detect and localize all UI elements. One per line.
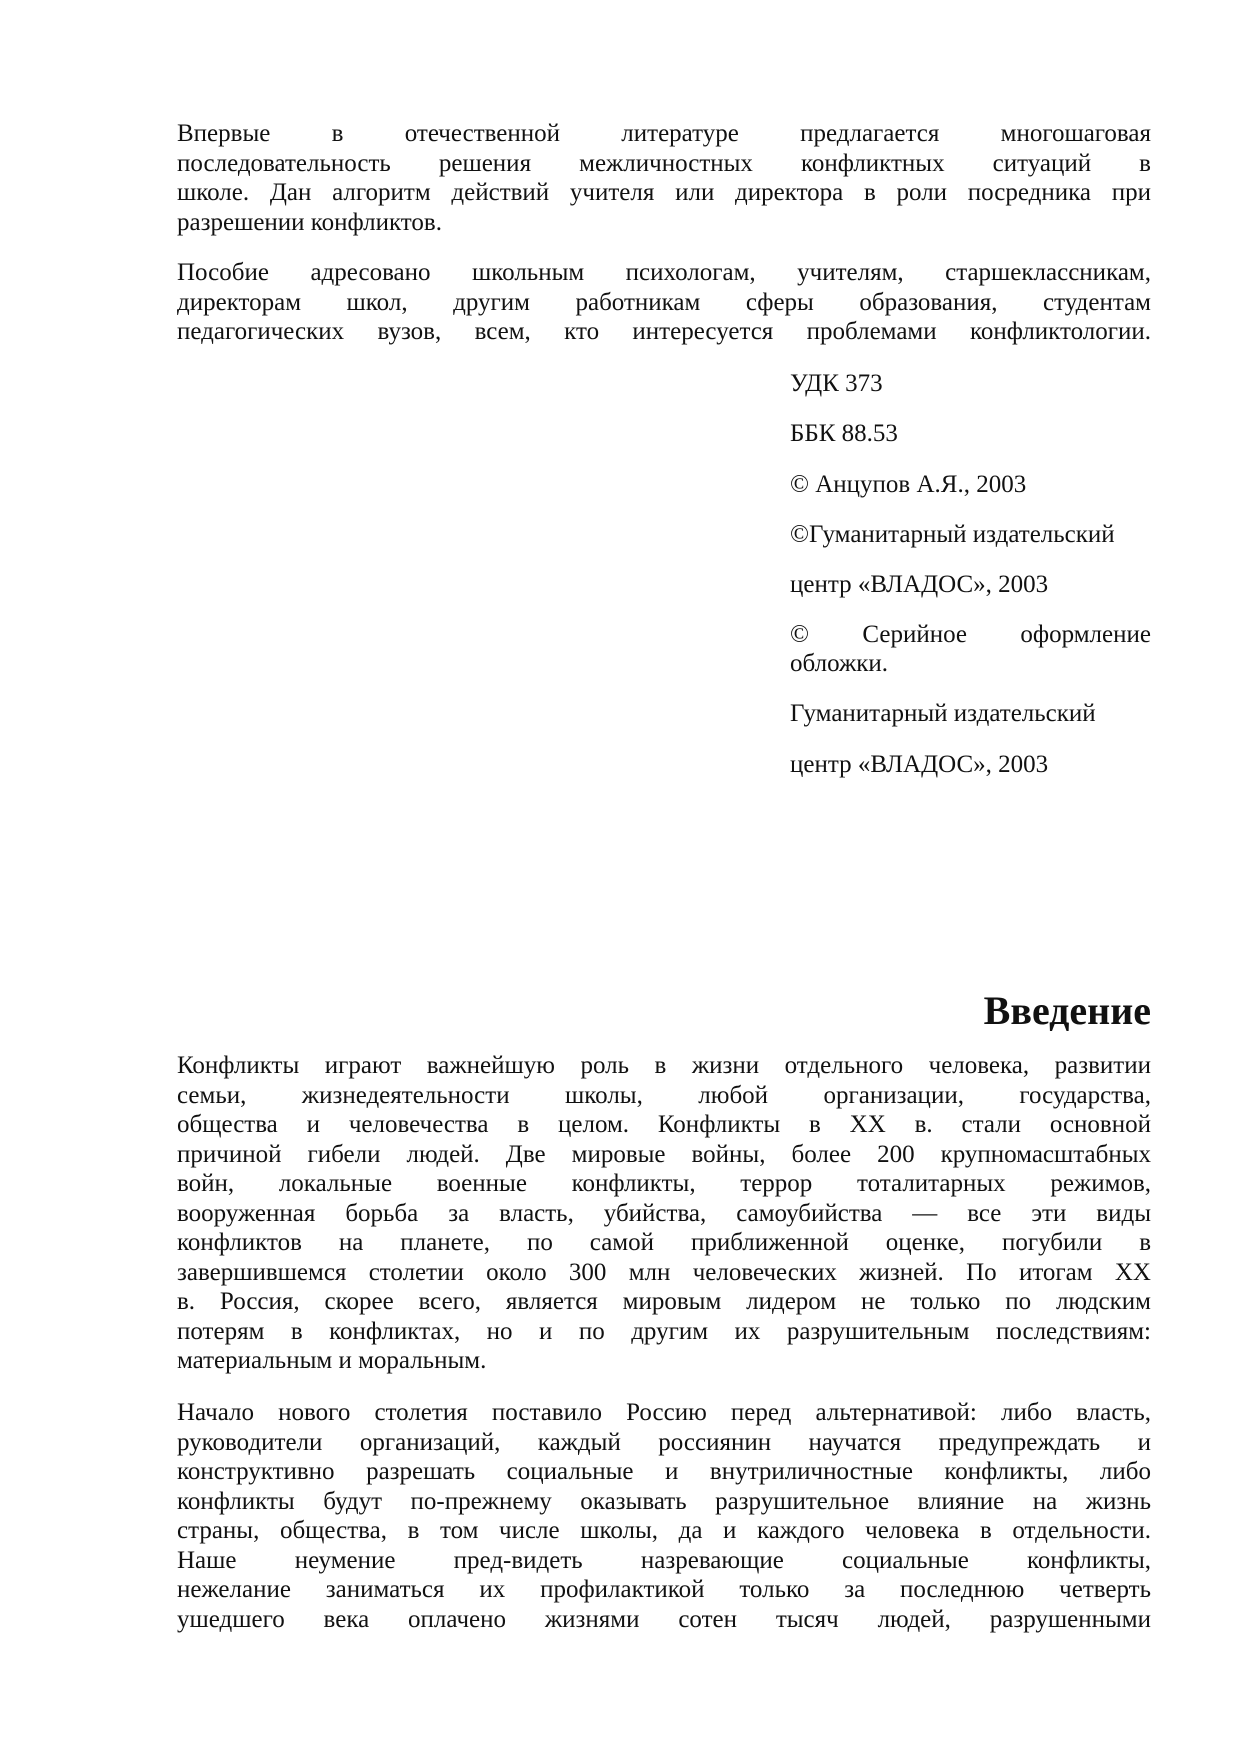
text-line: нежелание заниматься их профилактикой только за последнюю четверть xyxy=(177,1576,1151,1603)
annotation-paragraph xyxy=(177,258,1151,347)
text-line: Наше неумение пред-видеть назревающие социальные конфликты, xyxy=(177,1546,1151,1574)
text-line: потерям в конфликтах, но и по другим их разрушительным последствиям: xyxy=(177,1317,1151,1345)
text-line: причиной гибели людей. Две мировые войны, более 200 крупномасштабных xyxy=(177,1140,1151,1168)
copyright-publisher: ©Гуманитарный издательский xyxy=(790,521,1115,548)
text-line: в. Россия, скорее всего, является мировым лидером не только по людским xyxy=(177,1288,1151,1315)
text-line: директорам школ, другим работникам сферы образования, студентам xyxy=(177,288,1151,316)
copyright-cover: © Серийное оформление xyxy=(790,621,1151,648)
section-heading: Введение xyxy=(983,988,1151,1033)
text-line: конфликтов на планете, по самой приближенной оценке, погубили в xyxy=(177,1229,1151,1256)
bbk-code: ББК 88.53 xyxy=(790,420,898,447)
text-line: материальным и моральным. xyxy=(177,1347,487,1374)
text-line: страны, общества, в том числе школы, да и каждого человека в отдельности. xyxy=(177,1517,1151,1544)
text-line: войн, локальные военные конфликты, террор тоталитарных режимов, xyxy=(177,1170,1151,1197)
cover-publisher: Гуманитарный издательский xyxy=(790,700,1096,727)
text-line: последовательность решения межличностных конфликтных ситуаций в xyxy=(177,149,1151,177)
copyright-cover: обложки. xyxy=(790,650,888,677)
text-line: общества и человечества в целом. Конфликты в XX в. стали основной xyxy=(177,1111,1151,1138)
text-line: семьи, жизнедеятельности школы, любой организации, государства, xyxy=(177,1081,1151,1109)
text-line: Начало нового столетия поставило Россию перед альтернативой: либо власть, xyxy=(177,1399,1151,1426)
cover-publisher: центр «ВЛАДОС», 2003 xyxy=(790,751,1049,778)
text-line: Конфликты играют важнейшую роль в жизни отдельного человека, развитии xyxy=(177,1052,1151,1079)
text-line: ушедшего века оплачено жизнями сотен тысяч людей, разрушенными xyxy=(177,1605,1151,1633)
body-paragraph xyxy=(177,1398,1151,1634)
text-line: Впервые в отечественной литературе предлагается многошаговая xyxy=(177,120,1151,147)
text-line: Пособие адресовано школьным психологам, учителям, старшеклассникам, xyxy=(177,259,1151,286)
text-line: руководители организаций, каждый россиянин научатся предупреждать и xyxy=(177,1428,1151,1456)
text-line: завершившемся столетии около 300 млн человеческих жизней. По итогам XX xyxy=(177,1258,1151,1286)
annotation-paragraph xyxy=(177,119,1151,237)
text-line: конфликты будут по-прежнему оказывать разрушительное влияние на жизнь xyxy=(177,1487,1151,1515)
body-paragraph xyxy=(177,1051,1151,1376)
text-line: вооруженная борьба за власть, убийства, самоубийства — все эти виды xyxy=(177,1199,1151,1227)
text-line: конструктивно разрешать социальные и внутриличностные конфликты, либо xyxy=(177,1458,1151,1485)
text-line: педагогических вузов, всем, кто интересуется проблемами конфликтологии. xyxy=(177,318,1151,345)
udk-code: УДК 373 xyxy=(790,370,883,397)
text-line: разрешении конфликтов. xyxy=(177,208,442,236)
text-line: школе. Дан алгоритм действий учителя или директора в роли посредника при xyxy=(177,179,1151,206)
copyright-author: © Анцупов А.Я., 2003 xyxy=(790,471,1027,498)
copyright-publisher: центр «ВЛАДОС», 2003 xyxy=(790,571,1049,598)
